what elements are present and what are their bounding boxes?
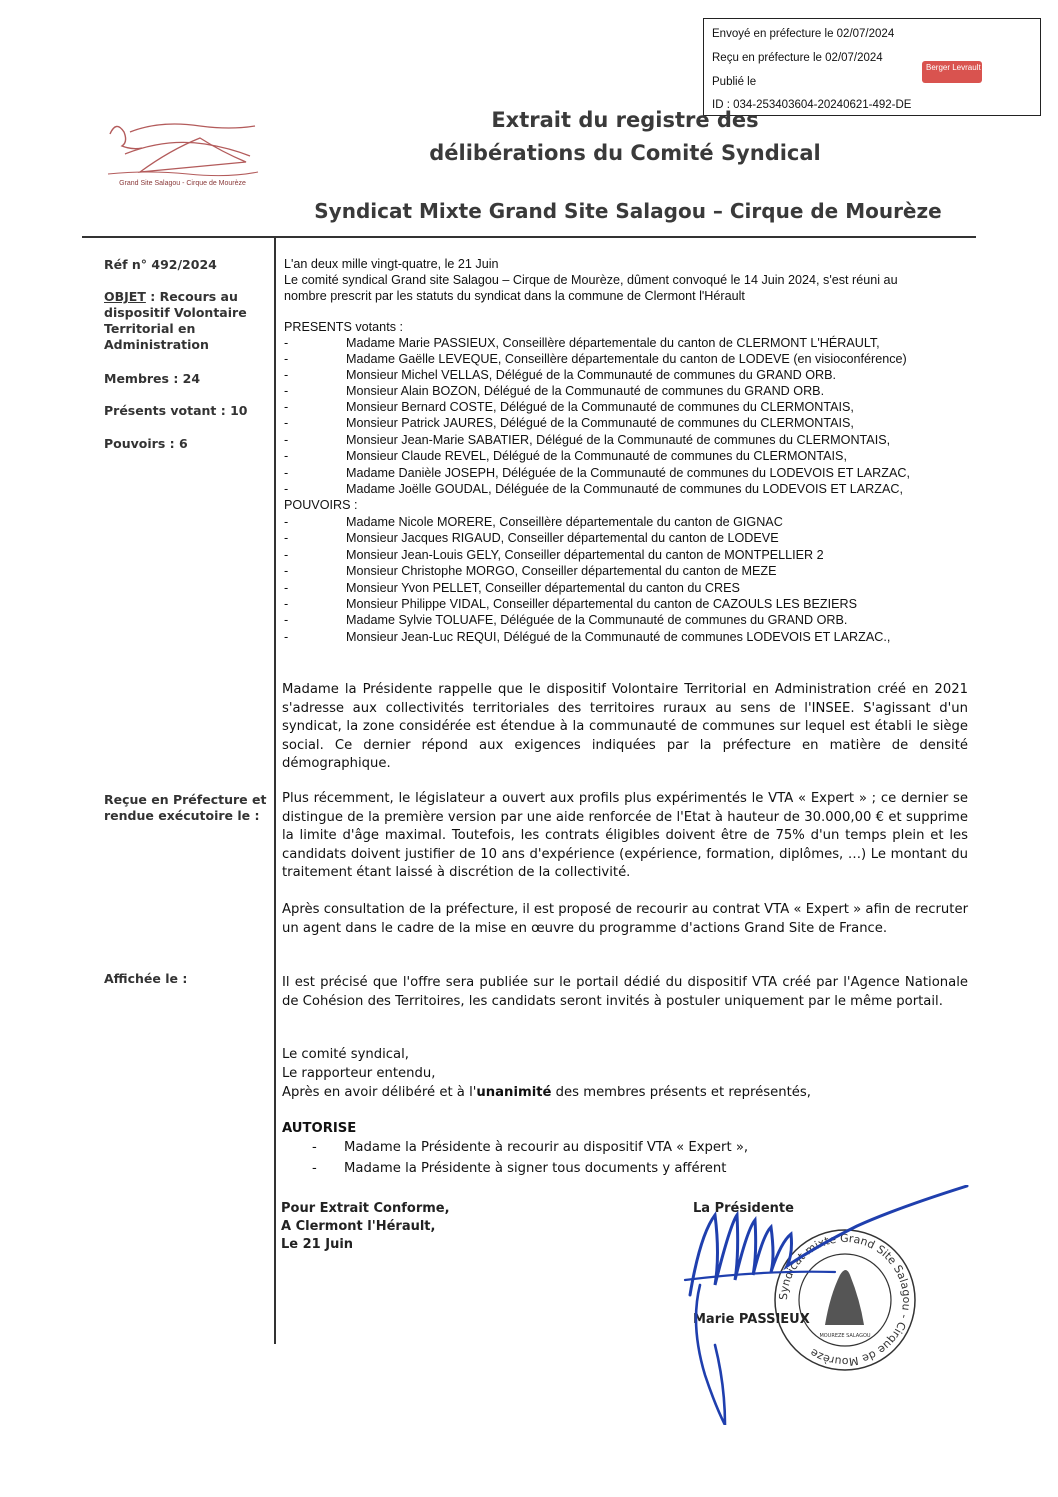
president-role: La Présidente bbox=[693, 1201, 794, 1216]
list-dash: - bbox=[284, 531, 289, 545]
list-item: Monsieur Alain BOZON, Délégué de la Communauté de communes du GRAND ORB. bbox=[346, 384, 825, 398]
header-subtitle: Syndicat Mixte Grand Site Salagou – Cirque de Mourèze bbox=[314, 199, 942, 223]
paragraph-4: Il est précisé que l'offre sera publiée sur le portail dédié du dispositif VTA créé par l'Agence Nationale de Cohésion des Territoires, les candidats seront invités à postuler uniquement par le même portail. bbox=[282, 975, 968, 1009]
president-name: Marie PASSIEUX bbox=[693, 1312, 810, 1327]
stamp-sent-line: Envoyé en préfecture le 02/07/2024 bbox=[712, 28, 895, 40]
reference-number: Réf n° 492/2024 bbox=[104, 257, 217, 272]
closing-line-3 bbox=[282, 1084, 968, 1103]
autorise-dash: - bbox=[312, 1140, 317, 1155]
header-title-line2: délibérations du Comité Syndical bbox=[429, 141, 821, 165]
list-dash: - bbox=[284, 613, 289, 627]
list-item: Monsieur Philippe VIDAL, Conseiller départemental du canton de CAZOULS LES BEZIERS bbox=[346, 597, 857, 611]
extrait-date: Le 21 Juin bbox=[281, 1237, 354, 1252]
header-title-line1: Extrait du registre des bbox=[491, 108, 759, 132]
list-dash: - bbox=[284, 400, 289, 414]
closing-line-1: Le comité syndical, bbox=[282, 1047, 409, 1062]
list-item: Monsieur Jean-Marie SABATIER, Délégué de la Communauté de communes du CLERMONTAIS, bbox=[346, 433, 891, 447]
stamp-received-line: Reçu en préfecture le 02/07/2024 bbox=[712, 52, 883, 64]
list-dash: - bbox=[284, 515, 289, 529]
seal-ring-text: Syndicat mixte Grand Site Salagou - Cirque de Mourèze bbox=[776, 1231, 914, 1369]
autorise-item-2: Madame la Présidente à signer tous documents y afférent bbox=[344, 1161, 727, 1176]
list-item: Monsieur Yvon PELLET, Conseiller départemental du canton du CRES bbox=[346, 581, 740, 595]
seal-center-text: MOUREZE SALAGOU bbox=[819, 1333, 871, 1339]
list-item: Monsieur Bernard COSTE, Délégué de la Communauté de communes du CLERMONTAIS, bbox=[346, 400, 854, 414]
berger-levrault-logo: Berger Levrault bbox=[922, 61, 982, 83]
list-item: Madame Sylvie TOLUAFE, Déléguée de la Communauté de communes du GRAND ORB. bbox=[346, 613, 848, 627]
list-dash: - bbox=[284, 482, 289, 496]
list-item: Monsieur Jean-Louis GELY, Conseiller départemental du canton de MONTPELLIER 2 bbox=[346, 548, 824, 562]
presents-count: Présents votant : 10 bbox=[104, 403, 248, 418]
membres-count: Membres : 24 bbox=[104, 371, 201, 386]
intro-line-1: L'an deux mille vingt-quatre, le 21 Juin bbox=[284, 257, 499, 271]
header-divider bbox=[82, 236, 976, 238]
paragraph-1: Madame la Présidente rappelle que le dispositif Volontaire Territorial en Administration créé en 2021 s'adresse aux collectivités territoriales des territoires ruraux au sens de l'INSEE. S'agissant d'un syndicat, la zone considérée est étendue à la communauté de communes sur lequel est établi le siège social. Ce dernier répond aux exigences indiquées par la préfecture en matière de densité démographique. bbox=[282, 682, 968, 772]
list-item: Madame Danièle JOSEPH, Déléguée de la Communauté de communes du LODEVOIS ET LARZAC, bbox=[346, 466, 910, 480]
intro-line-2: Le comité syndical Grand site Salagou – Cirque de Mourèze, dûment convoqué le 14 Juin 2024, s'est réuni au bbox=[284, 273, 898, 287]
column-divider bbox=[274, 238, 276, 1344]
prefecture-stamp-box bbox=[703, 18, 1041, 116]
unanimite-text: unanimité bbox=[476, 1085, 552, 1100]
paragraph-2: Plus récemment, le législateur a ouvert aux profils plus expérimentés le VTA « Expert » ; ce dernier se distingue de la première version par une aide renforcée de l'Etat à hauteur de 30.000,00 € et supprime la limite d'âge maximal. Toutefois, les contrats éligibles doivent être de 75% d'un temps plein et les candidats doivent justifier de 10 ans d'expérience (expérience, formation, diplômes, …) Le montant du traitement étant laissé à discrétion de la collectivité. bbox=[282, 791, 968, 881]
list-item: Madame Nicole MORERE, Conseillère départementale du canton de GIGNAC bbox=[346, 515, 783, 529]
autorise-dash: - bbox=[312, 1161, 317, 1176]
list-item: Monsieur Jacques RIGAUD, Conseiller départemental du canton de LODEVE bbox=[346, 531, 779, 545]
list-item: Monsieur Christophe MORGO, Conseiller départemental du canton de MEZE bbox=[346, 564, 777, 578]
list-dash: - bbox=[284, 466, 289, 480]
objet-label: OBJET bbox=[104, 289, 146, 304]
list-item: Monsieur Patrick JAURES, Délégué de la Communauté de communes du CLERMONTAIS, bbox=[346, 416, 854, 430]
pouvoirs-count: Pouvoirs : 6 bbox=[104, 436, 188, 451]
affichee-label: Affichée le : bbox=[104, 971, 188, 986]
list-dash: - bbox=[284, 384, 289, 398]
closing-post: des membres présents et représentés, bbox=[551, 1085, 811, 1100]
closing-pre: Après en avoir délibéré et à l' bbox=[282, 1085, 477, 1100]
list-dash: - bbox=[284, 564, 289, 578]
autorise-item-1: Madame la Présidente à recourir au dispositif VTA « Expert », bbox=[344, 1140, 749, 1155]
list-item: Monsieur Claude REVEL, Délégué de la Communauté de communes du CLERMONTAIS, bbox=[346, 449, 847, 463]
list-dash: - bbox=[284, 597, 289, 611]
objet-block bbox=[104, 289, 264, 353]
list-dash: - bbox=[284, 630, 289, 644]
list-dash: - bbox=[284, 433, 289, 447]
list-item: Madame Marie PASSIEUX, Conseillère départementale du canton de CLERMONT L'HÉRAULT, bbox=[346, 336, 880, 350]
extrait-conforme: Pour Extrait Conforme, bbox=[281, 1201, 450, 1216]
list-dash: - bbox=[284, 416, 289, 430]
list-item: Monsieur Jean-Luc REQUI, Délégué de la Communauté de communes LODEVOIS ET LARZAC., bbox=[346, 630, 891, 644]
logo-caption: Grand Site Salagou - Cirque de Mourèze bbox=[119, 180, 246, 187]
closing-line-2: Le rapporteur entendu, bbox=[282, 1066, 436, 1081]
paragraph-3: Après consultation de la préfecture, il est proposé de recourir au contrat VTA « Expert » afin de recruter un agent dans le cadre de la mise en œuvre du programme d'actions Grand Site de France. bbox=[282, 902, 968, 936]
stamp-id-line: ID : 034-253403604-20240621-492-DE bbox=[712, 99, 912, 111]
extrait-city: A Clermont l'Hérault, bbox=[281, 1219, 436, 1234]
stamp-published-line: Publié le bbox=[712, 76, 757, 88]
handwritten-signature bbox=[670, 1185, 970, 1425]
recue-prefecture-label: Reçue en Préfecture et rendue exécutoire le : bbox=[104, 792, 267, 823]
intro-line-3: nombre prescrit par les statuts du syndicat dans la commune de Clermont l'Hérault bbox=[284, 289, 745, 303]
list-dash: - bbox=[284, 449, 289, 463]
list-dash: - bbox=[284, 336, 289, 350]
list-dash: - bbox=[284, 352, 289, 366]
list-dash: - bbox=[284, 581, 289, 595]
list-item: Monsieur Michel VELLAS, Délégué de la Communauté de communes du GRAND ORB. bbox=[346, 368, 836, 382]
list-item: Madame Joëlle GOUDAL, Déléguée de la Communauté de communes du LODEVOIS ET LARZAC, bbox=[346, 482, 903, 496]
pouvoirs-label: POUVOIRS : bbox=[284, 498, 358, 512]
list-item: Madame Gaëlle LEVEQUE, Conseillère départementale du canton de LODEVE (en visioconférence) bbox=[346, 352, 907, 366]
list-dash: - bbox=[284, 368, 289, 382]
list-dash: - bbox=[284, 548, 289, 562]
autorise-label: AUTORISE bbox=[282, 1121, 357, 1136]
presents-label: PRESENTS votants : bbox=[284, 320, 403, 334]
objet-text: : Recours au dispositif Volontaire Territorial en Administration bbox=[104, 289, 247, 352]
